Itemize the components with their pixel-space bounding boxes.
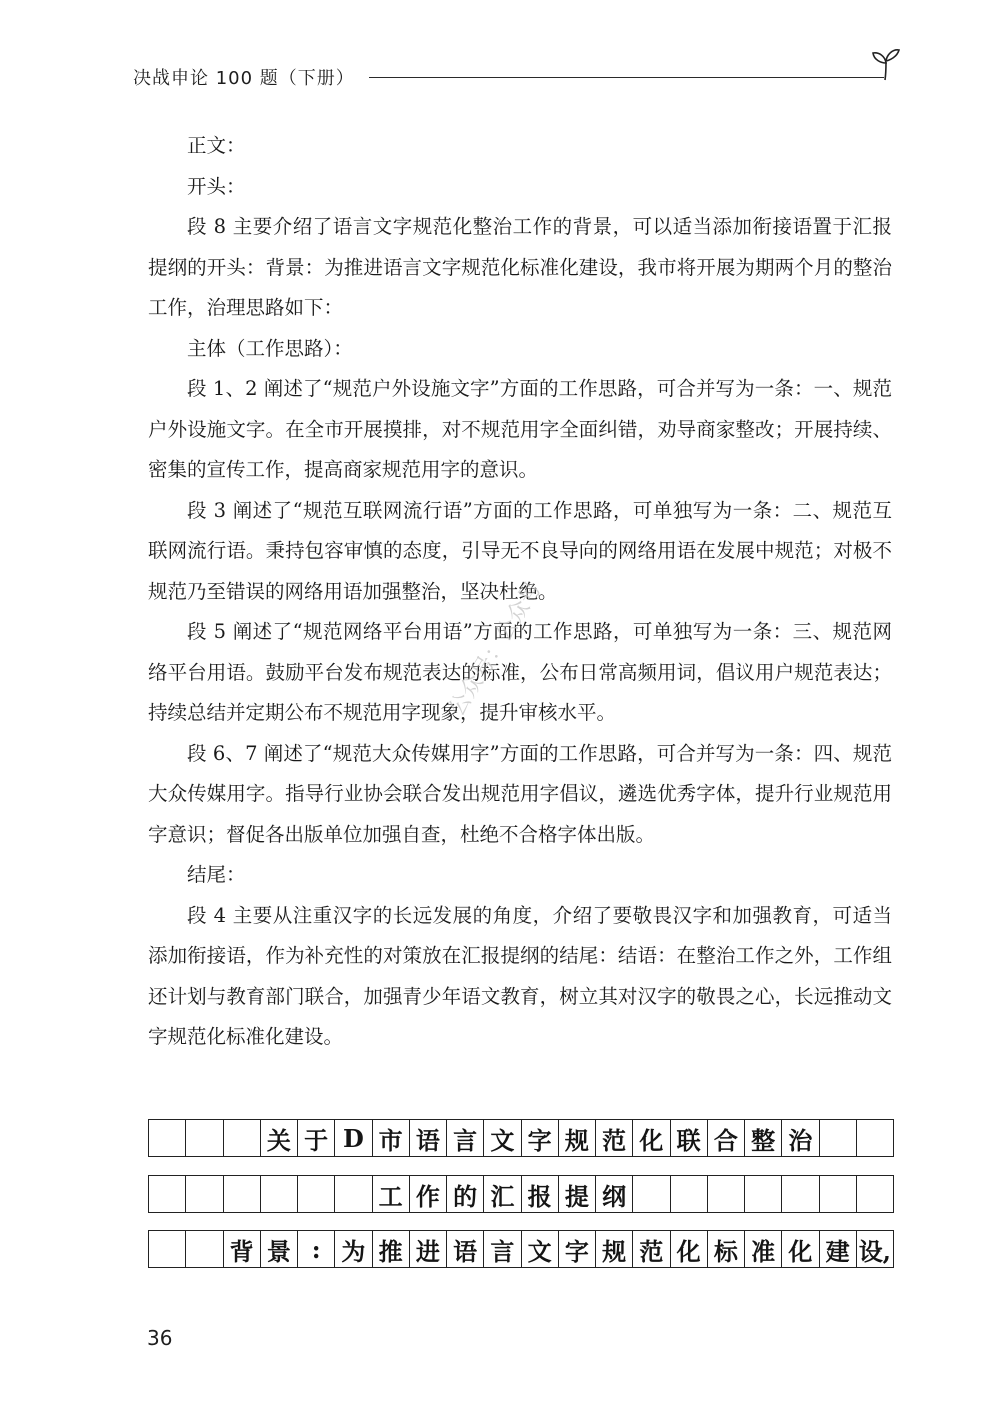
grid-cell: 合 [707,1119,744,1157]
grid-cell: 语 [409,1119,446,1157]
grid-cell: 准 [744,1230,781,1268]
paragraph: 段 6、7 阐述了“规范大众传媒用字”方面的工作思路，可合并写为一条：四、规范大众传媒用字。指导行业协会联合发出规范用字倡议，遴选优秀字体，提升行业规范用字意识；督促各出版单位加强自查，杜绝不合格字体出版。 [148,741,892,846]
book-title: 决战申论 100 题（下册） [133,68,355,89]
grid-cell: 语 [446,1230,483,1268]
grid-cell: : [297,1230,334,1268]
grid-cell: 推 [372,1230,409,1268]
grid-cell: 字 [521,1119,558,1157]
paragraph: 段 1、2 阐述了“规范户外设施文字”方面的工作思路，可合并写为一条：一、规范户外设施文字。在全市开展摸排，对不规范用字全面纠错，劝导商家整改；开展持续、密集的宣传工作，提高商家规范用字的意识。 [148,377,892,481]
grid-cell: 于 [297,1119,334,1157]
answer-grid-row [148,1119,894,1157]
answer-grid-row [148,1175,894,1213]
grid-cell: 言 [446,1119,483,1157]
grid-cell [148,1230,185,1268]
grid-cell [297,1175,334,1213]
grid-cell: 工 [372,1175,409,1213]
grid-cell: 文 [521,1230,558,1268]
grid-cell [185,1119,222,1157]
grid-cell: 报 [521,1175,558,1213]
grid-cell: 标 [707,1230,744,1268]
paragraph: 段 5 阐述了“规范网络平台用语”方面的工作思路，可单独写为一条：三、规范网络平台用语。鼓励平台发布规范表达的标准，公布日常高频用词，倡议用户规范表达；持续总结并定期公布不规范用字现象，提升审核水平。 [148,620,892,724]
grid-cell: 字 [558,1230,595,1268]
grid-cell: 整 [744,1119,781,1157]
grid-cell [185,1175,222,1213]
paragraph: 段 3 阐述了“规范互联网流行语”方面的工作思路，可单独写为一条：二、规范互联网流行语。秉持包容审慎的态度，引导无不良导向的网络用语在发展中规范；对极不规范乃至错误的网络用语加强整治，坚决杜绝。 [148,498,892,603]
sprout-icon [868,46,904,82]
grid-cell [819,1119,856,1157]
grid-cell: 化 [632,1119,669,1157]
grid-cell: 范 [595,1119,632,1157]
grid-cell [819,1175,856,1213]
grid-cell: D [334,1119,371,1157]
grid-cell: 作 [409,1175,446,1213]
paragraph: 开头： [187,174,246,198]
grid-cell: 背 [223,1230,260,1268]
paragraph: 结尾： [187,863,246,886]
grid-cell [632,1175,669,1213]
grid-cell: 治 [781,1119,818,1157]
grid-cell [260,1175,297,1213]
grid-cell: 设, [856,1230,894,1268]
grid-cell: 化 [781,1230,818,1268]
grid-cell [148,1175,185,1213]
answer-grid-row [148,1230,894,1268]
grid-cell [707,1175,744,1213]
grid-cell: 的 [446,1175,483,1213]
grid-cell: 景 [260,1230,297,1268]
grid-cell: 联 [670,1119,707,1157]
grid-cell: 文 [483,1119,520,1157]
grid-cell [223,1119,260,1157]
grid-cell: 言 [483,1230,520,1268]
grid-cell [781,1175,818,1213]
grid-cell [185,1230,222,1268]
page-header [133,46,903,96]
grid-cell: 纲 [595,1175,632,1213]
watermark: 公众号：公众号 [444,577,548,721]
grid-cell: 为 [334,1230,371,1268]
grid-cell: 市 [372,1119,409,1157]
page-number: 36 [147,1326,173,1350]
grid-cell: 提 [558,1175,595,1213]
grid-cell [223,1175,260,1213]
paragraph: 段 8 主要介绍了语言文字规范化整治工作的背景，可以适当添加衔接语置于汇报提纲的开头：背景：为推进语言文字规范化标准化建设，我市将开展为期两个月的整治工作，治理思路如下： [148,215,892,319]
grid-cell [744,1175,781,1213]
grid-cell [856,1175,894,1213]
grid-cell [856,1119,894,1157]
grid-cell: 规 [595,1230,632,1268]
paragraph: 主体（工作思路）： [187,336,353,360]
grid-cell: 关 [260,1119,297,1157]
grid-cell: 汇 [483,1175,520,1213]
paragraph: 正文： [187,134,246,157]
grid-cell: 范 [632,1230,669,1268]
grid-cell [148,1119,185,1157]
grid-cell [670,1175,707,1213]
paragraph: 段 4 主要从注重汉字的长远发展的角度，介绍了要敬畏汉字和加强教育，可适当添加衔接语，作为补充性的对策放在汇报提纲的结尾：结语：在整治工作之外，工作组还计划与教育部门联合，加强青少年语文教育，树立其对汉字的敬畏之心，长远推动文字规范化标准化建设。 [148,903,892,1048]
grid-cell [334,1175,371,1213]
grid-cell: 规 [558,1119,595,1157]
grid-cell: 进 [409,1230,446,1268]
grid-cell: 化 [670,1230,707,1268]
header-rule [369,77,884,78]
grid-cell: 建 [819,1230,856,1268]
